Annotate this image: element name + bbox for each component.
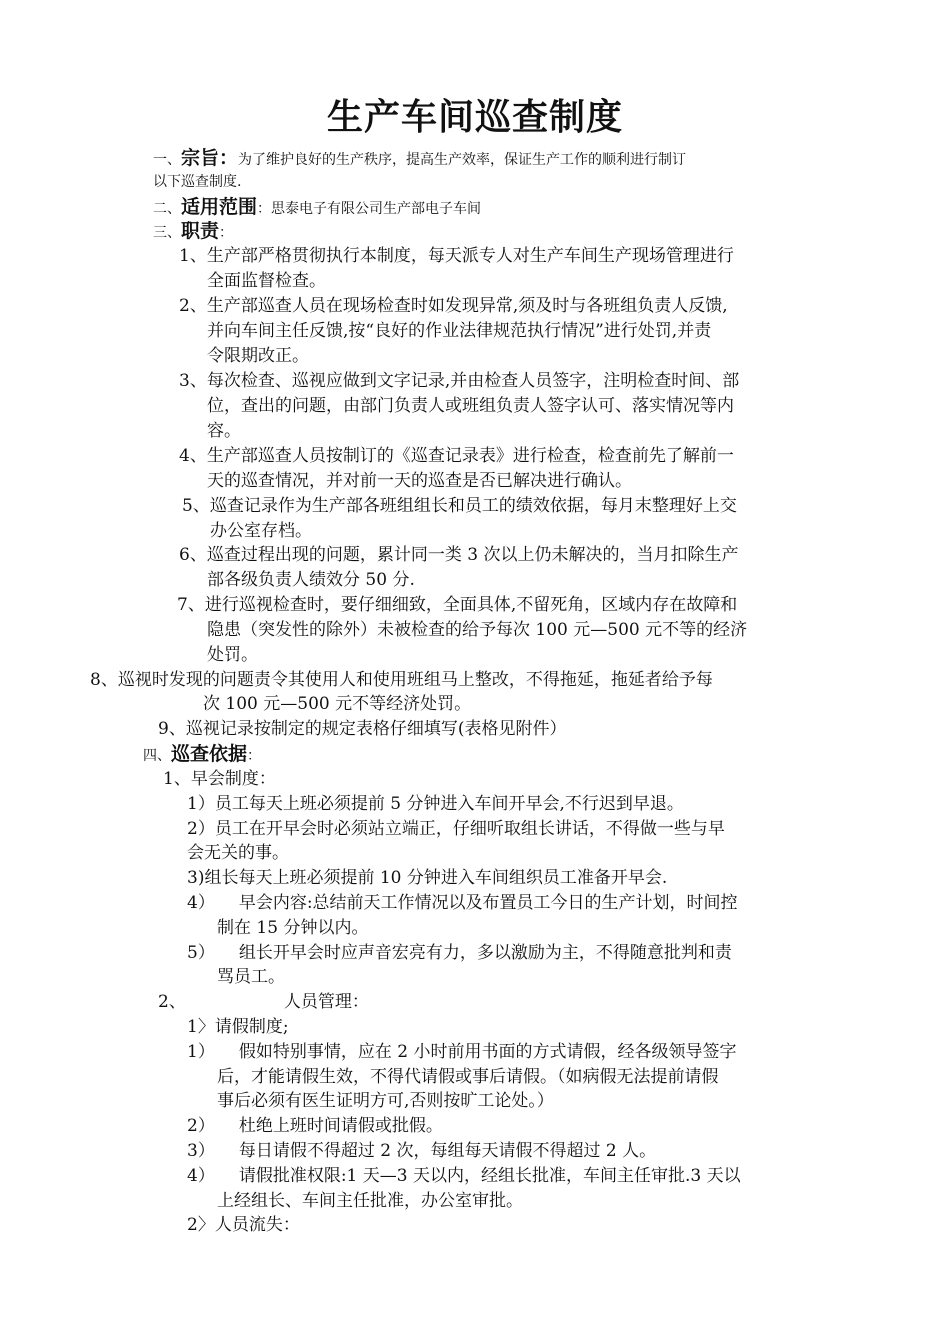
duty-item-cont: 全面监督检查。 — [207, 271, 326, 291]
section-text: ：思泰电子有限公司生产部电子车间 — [257, 201, 482, 217]
section-heading: 宗旨： — [181, 147, 239, 169]
rule-item — [187, 1139, 656, 1163]
rule-item — [187, 941, 732, 965]
duty-item-cont: 位，查出的问题，由部门负责人或班组负责人签字认可、落实情况等内 — [207, 396, 734, 416]
section-text-cont: 以下巡查制度. — [153, 174, 242, 190]
rule-number: 4） — [187, 1166, 215, 1186]
rule-text: 假如特别事情，应在 2 小时前用书面的方式请假，经各级领导签字 — [238, 1042, 737, 1062]
rule-item: 3)组长每天上班必须提前 10 分钟进入车间组织员工准备开早会. — [187, 868, 668, 888]
section-number: 二、 — [153, 201, 181, 217]
duty-item-cont: 部各级负责人绩效分 50 分. — [207, 570, 415, 590]
duty-item-cont: 次 100 元—500 元不等经济处罚。 — [203, 694, 472, 714]
section-purpose — [153, 146, 686, 172]
rule-item-cont: 事后必须有医生证明方可,否则按旷工论处。） — [217, 1091, 554, 1111]
duty-item: 4、生产部巡查人员按制订的《巡查记录表》进行检查，检查前先了解前一 — [179, 446, 734, 466]
section-colon: ： — [247, 748, 262, 764]
rule-item-cont: 制在 15 分钟以内。 — [217, 918, 369, 938]
duty-item-cont: 令限期改正。 — [207, 346, 309, 366]
section-heading: 职责 — [181, 220, 220, 242]
duty-item: 5、巡查记录作为生产部各班组组长和员工的绩效依据，每月末整理好上交 — [182, 496, 737, 516]
document-title: 生产车间巡查制度 — [326, 97, 623, 138]
rule-number: 4） — [187, 893, 215, 913]
section-number: 一、 — [153, 152, 181, 168]
rule-number: 1） — [187, 1042, 215, 1062]
section-heading: 适用范围 — [181, 196, 258, 218]
sub-subsection-heading: 2〉人员流失： — [187, 1215, 300, 1235]
duty-item: 7、进行巡视检查时，要仔细细致，全面具体,不留死角，区域内存在故障和 — [177, 595, 738, 615]
rule-text: 组长开早会时应声音宏亮有力，多以激励为主，不得随意批判和责 — [238, 943, 732, 963]
subsection-heading: 1、早会制度： — [163, 769, 276, 789]
duty-item-cont: 容。 — [207, 421, 241, 441]
subsection-number: 2、 — [158, 992, 186, 1012]
duty-item: 3、每次检查、巡视应做到文字记录,并由检查人员签字，注明检查时间、部 — [179, 371, 740, 391]
duty-item: 2、生产部巡查人员在现场检查时如发现异常,须及时与各班组负责人反馈, — [179, 296, 728, 316]
duty-item-cont: 处罚。 — [207, 645, 258, 665]
rule-number: 2） — [187, 1116, 215, 1136]
rule-text: 早会内容:总结前天工作情况以及布置员工今日的生产计划，时间控 — [238, 893, 738, 913]
subsection-title: 人员管理： — [283, 992, 369, 1012]
section-heading: 巡查依据 — [171, 743, 248, 765]
rule-number: 3） — [187, 1141, 215, 1161]
rule-text: 请假批准权限:1 天—3 天以内，经组长批准，车间主任审批.3 天以 — [238, 1166, 741, 1186]
rule-item — [187, 1114, 443, 1138]
rule-item-cont: 骂员工。 — [217, 967, 285, 987]
duty-item: 6、巡查过程出现的问题，累计同一类 3 次以上仍未解决的，当月扣除生产 — [179, 545, 739, 565]
rule-item-cont: 后，才能请假生效，不得代请假或事后请假。（如病假无法提前请假 — [217, 1067, 719, 1087]
rule-item — [187, 891, 738, 915]
rule-item: 1）员工每天上班必须提前 5 分钟进入车间开早会,不行迟到早退。 — [187, 794, 684, 814]
duty-item-cont: 隐患（突发性的除外）未被检查的给予每次 100 元—500 元不等的经济 — [207, 620, 748, 640]
section-scope — [153, 195, 481, 221]
section-basis — [143, 742, 261, 768]
rule-text: 每日请假不得超过 2 次，每组每天请假不得超过 2 人。 — [238, 1141, 657, 1161]
duty-item: 8、巡视时发现的问题责令其使用人和使用班组马上整改，不得拖延，拖延者给予每 — [90, 670, 713, 690]
duty-item-cont: 天的巡查情况，并对前一天的巡查是否已解决进行确认。 — [207, 471, 632, 491]
rule-item-cont: 上经组长、车间主任批准，办公室审批。 — [217, 1191, 523, 1211]
rule-text: 杜绝上班时间请假或批假。 — [238, 1116, 443, 1136]
duty-item: 9、巡视记录按制定的规定表格仔细填写(表格见附件） — [158, 719, 567, 739]
duty-item: 1、生产部严格贯彻执行本制度，每天派专人对生产车间生产现场管理进行 — [179, 246, 734, 266]
rule-item — [187, 1164, 741, 1188]
rule-number: 5） — [187, 943, 215, 963]
section-number: 四、 — [143, 748, 171, 764]
duty-item-cont: 并向车间主任反馈,按“良好的作业法律规范执行情况”进行处罚,并责 — [207, 321, 712, 341]
duty-item-cont: 办公室存档。 — [210, 521, 312, 541]
section-colon: ： — [219, 225, 234, 241]
section-number: 三、 — [153, 225, 181, 241]
subsection-heading — [158, 990, 369, 1014]
rule-item-cont: 会无关的事。 — [187, 843, 289, 863]
section-text: 为了维护良好的生产秩序，提高生产效率，保证生产工作的顺利进行制订 — [238, 152, 687, 168]
rule-item: 2）员工在开早会时必须站立端正，仔细听取组长讲话，不得做一些与早 — [187, 819, 725, 839]
section-duties — [153, 219, 233, 245]
sub-subsection-heading: 1〉请假制度; — [187, 1017, 289, 1037]
rule-item — [187, 1040, 736, 1064]
